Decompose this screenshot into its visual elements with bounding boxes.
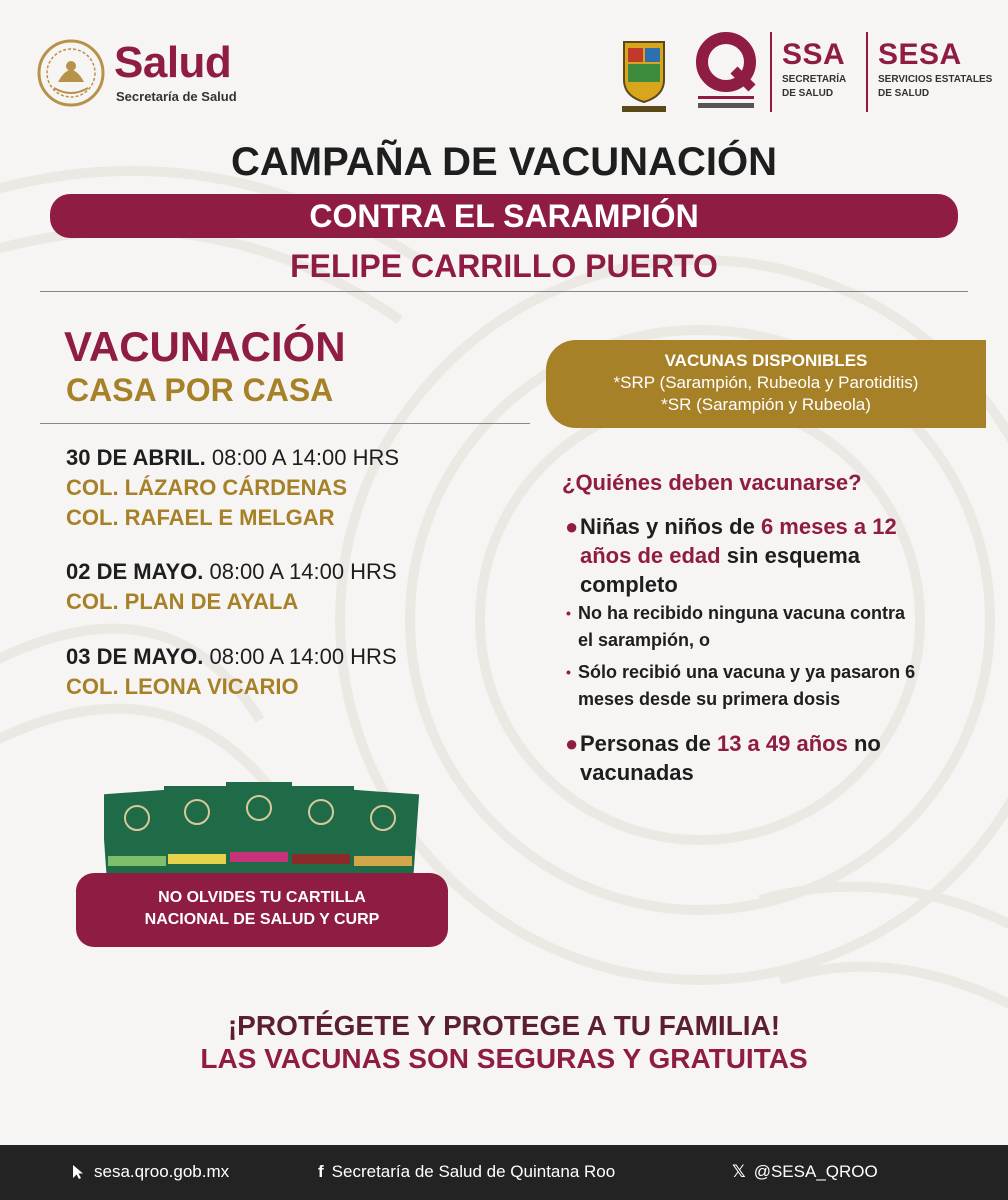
footer-facebook[interactable]	[318, 1162, 615, 1182]
bullet-text: completo	[580, 572, 678, 597]
campaign-subtitle: CONTRA EL SARAMPIÓN	[50, 194, 958, 238]
facebook-icon: f	[318, 1162, 324, 1181]
bullet-highlight: años de edad	[580, 543, 721, 568]
bullet-icon: •	[566, 664, 571, 680]
schedule-entry	[66, 557, 397, 617]
quintana-roo-q-logo	[690, 30, 762, 114]
divider	[770, 32, 772, 112]
bullet-icon: •	[566, 605, 571, 621]
bullet-highlight: 6 meses a 12	[760, 514, 897, 539]
ssa-long-2: DE SALUD	[782, 88, 834, 99]
bullet-icon: ●	[565, 731, 579, 756]
x-icon: 𝕏	[732, 1162, 746, 1181]
bullet-icon: ●	[565, 514, 579, 539]
website-text: sesa.qroo.gob.mx	[94, 1162, 230, 1181]
available-vaccines-box	[546, 340, 986, 428]
schedule-colonia: COL. PLAN DE AYALA	[66, 589, 299, 614]
schedule-entry	[66, 443, 399, 533]
quintana-roo-shield-logo	[620, 34, 668, 118]
vaccination-mode: CASA POR CASA	[66, 372, 334, 408]
bullet-text: vacunadas	[580, 760, 694, 785]
campaign-title: CAMPAÑA DE VACUNACIÓN	[231, 140, 777, 184]
schedule-colonia: COL. RAFAEL E MELGAR	[66, 505, 335, 530]
schedule-date: 30 DE ABRIL.	[66, 445, 206, 470]
brand-title: Salud	[114, 38, 232, 87]
schedule-time: 08:00 A 14:00 HRS	[203, 559, 397, 584]
bullet-text: No ha recibido ninguna vacuna contra	[578, 603, 906, 623]
sesa-long-1: SERVICIOS ESTATALES	[878, 74, 993, 85]
vaccines-heading: VACUNAS DISPONIBLES	[664, 351, 868, 370]
facebook-text: Secretaría de Salud de Quintana Roo	[331, 1162, 616, 1181]
schedule-colonia: COL. LÁZARO CÁRDENAS	[66, 475, 348, 500]
cursor-icon	[72, 1164, 86, 1180]
vaccine-item: *SRP (Sarampión, Rubeola y Parotiditis)	[613, 373, 919, 392]
footer	[0, 1145, 1008, 1200]
reminder-banner	[76, 873, 448, 947]
slogan-line-1: ¡PROTÉGETE Y PROTEGE A TU FAMILIA!	[227, 1010, 781, 1041]
schedule-colonia: COL. LEONA VICARIO	[66, 674, 299, 699]
schedule-entry	[66, 642, 397, 702]
eligibility-sub-bullet	[566, 659, 915, 713]
schedule-time: 08:00 A 14:00 HRS	[205, 445, 400, 470]
footer-x[interactable]	[732, 1162, 878, 1182]
health-booklets-illustration	[104, 778, 420, 888]
who-heading: ¿Quiénes deben vacunarse?	[562, 470, 862, 495]
bullet-text: Personas de	[580, 731, 717, 756]
divider	[866, 32, 868, 112]
bullet-text: meses desde su primera dosis	[578, 689, 841, 709]
divider	[40, 423, 530, 424]
reminder-line: NO OLVIDES TU CARTILLA	[158, 889, 366, 906]
bullet-text: no	[847, 731, 881, 756]
sesa-logo	[878, 38, 992, 100]
brand-subtitle: Secretaría de Salud	[116, 89, 237, 104]
mexico-seal-logo	[36, 38, 106, 108]
slogan-line-2: LAS VACUNAS SON SEGURAS Y GRATUITAS	[200, 1043, 808, 1074]
divider	[40, 291, 968, 292]
eligibility-bullet	[566, 729, 881, 787]
schedule-date: 02 DE MAYO.	[66, 559, 204, 584]
schedule-time: 08:00 A 14:00 HRS	[203, 644, 397, 669]
vaccination-title: VACUNACIÓN	[64, 323, 346, 370]
sesa-short: SESA	[878, 38, 962, 71]
bullet-text: Niñas y niños de	[580, 514, 761, 539]
bullet-text: Sólo recibió una vacuna y ya pasaron 6	[578, 662, 916, 682]
ssa-short: SSA	[782, 38, 846, 71]
footer-website[interactable]	[72, 1162, 229, 1182]
reminder-line: NACIONAL DE SALUD Y CURP	[144, 911, 380, 928]
eligibility-bullet	[566, 512, 897, 599]
ssa-logo	[782, 38, 846, 100]
bullet-highlight: 13 a 49 años	[716, 731, 848, 756]
bullet-text: sin esquema	[720, 543, 860, 568]
ssa-long-1: SECRETARÍA	[782, 74, 847, 85]
schedule-date: 03 DE MAYO.	[66, 644, 204, 669]
sesa-long-2: DE SALUD	[878, 88, 930, 99]
vaccine-item: *SR (Sarampión y Rubeola)	[661, 395, 871, 414]
x-handle-text: @SESA_QROO	[753, 1162, 878, 1181]
bullet-text: el sarampión, o	[578, 630, 711, 650]
eligibility-sub-bullet	[566, 600, 905, 654]
campaign-location: FELIPE CARRILLO PUERTO	[290, 248, 718, 284]
